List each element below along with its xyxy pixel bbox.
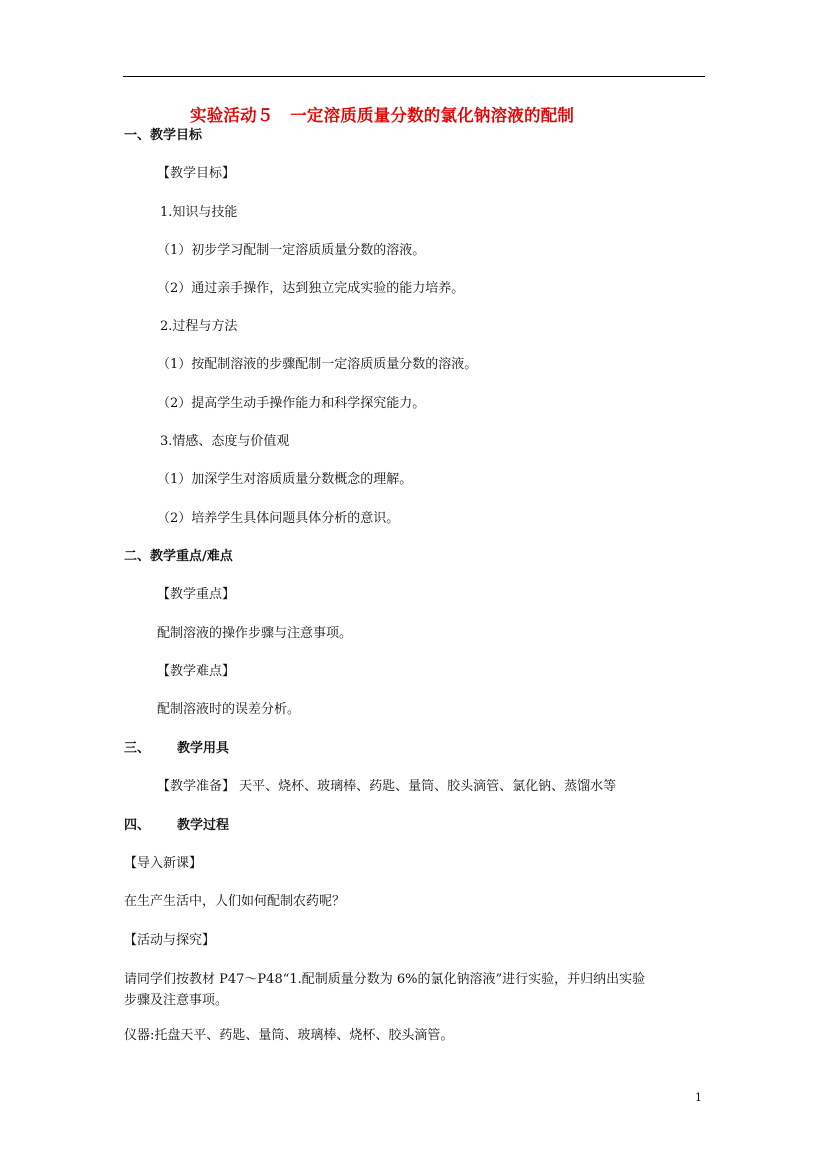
section-number-4: 四、 <box>124 818 151 833</box>
attitude-item-2: （2）培养学生具体问题具体分析的意识。 <box>157 511 400 526</box>
objectives-bracket-label: 【教学目标】 <box>157 166 236 181</box>
page-number: 1 <box>695 1091 702 1104</box>
subheading-knowledge-skills: 1.知识与技能 <box>160 205 238 220</box>
intro-question-text: 在生产生活中，人们如何配制农药呢？ <box>124 894 346 909</box>
attitude-item-1: （1）加深学生对溶质质量分数概念的理解。 <box>157 472 413 487</box>
section-heading-teaching-tools: 教学用具 <box>177 741 230 756</box>
section-heading-teaching-process: 教学过程 <box>177 818 230 833</box>
teaching-preparation-text: 【教学准备】 天平、烧杯、玻璃棒、药匙、量筒、胶头滴管、氯化钠、蒸馏水等 <box>157 779 617 794</box>
section-heading-objectives: 一、教学目标 <box>124 128 203 143</box>
intro-bracket-label: 【导入新课】 <box>124 856 203 871</box>
key-points-text: 配制溶液的操作步骤与注意事项。 <box>157 626 353 641</box>
document-title: 实验活动５ 一定溶质质量分数的氯化钠溶液的配制 <box>190 106 575 125</box>
subheading-process-methods: 2.过程与方法 <box>160 319 238 334</box>
knowledge-item-2: （2）通过亲手操作，达到独立完成实验的能力培养。 <box>157 281 465 296</box>
section-number-3: 三、 <box>124 741 151 756</box>
section-heading-key-difficult: 二、教学重点/难点 <box>124 549 233 564</box>
difficulty-bracket-label: 【教学难点】 <box>157 664 236 679</box>
instruments-text: 仪器:托盘天平、药匙、量筒、玻璃棒、烧杯、胶头滴管。 <box>124 1028 454 1043</box>
activity-text-line-2: 步骤及注意事项。 <box>124 993 229 1008</box>
difficulty-text: 配制溶液时的误差分析。 <box>157 702 301 717</box>
process-item-1: （1）按配制溶液的步骤配制一定溶质质量分数的溶液。 <box>157 357 478 372</box>
activity-bracket-label: 【活动与探究】 <box>124 933 216 948</box>
subheading-attitudes-values: 3.情感、态度与价值观 <box>160 434 290 449</box>
knowledge-item-1: （1）初步学习配制一定溶质质量分数的溶液。 <box>157 243 426 258</box>
key-points-bracket-label: 【教学重点】 <box>157 587 236 602</box>
process-item-2: （2）提高学生动手操作能力和科学探究能力。 <box>157 396 426 411</box>
activity-text-line-1: 请同学们按教材 P47～P48“1.配制质量分数为 6%的氯化钠溶液”进行实验，并归纳出实验 <box>124 972 646 987</box>
header-rule <box>123 76 705 77</box>
